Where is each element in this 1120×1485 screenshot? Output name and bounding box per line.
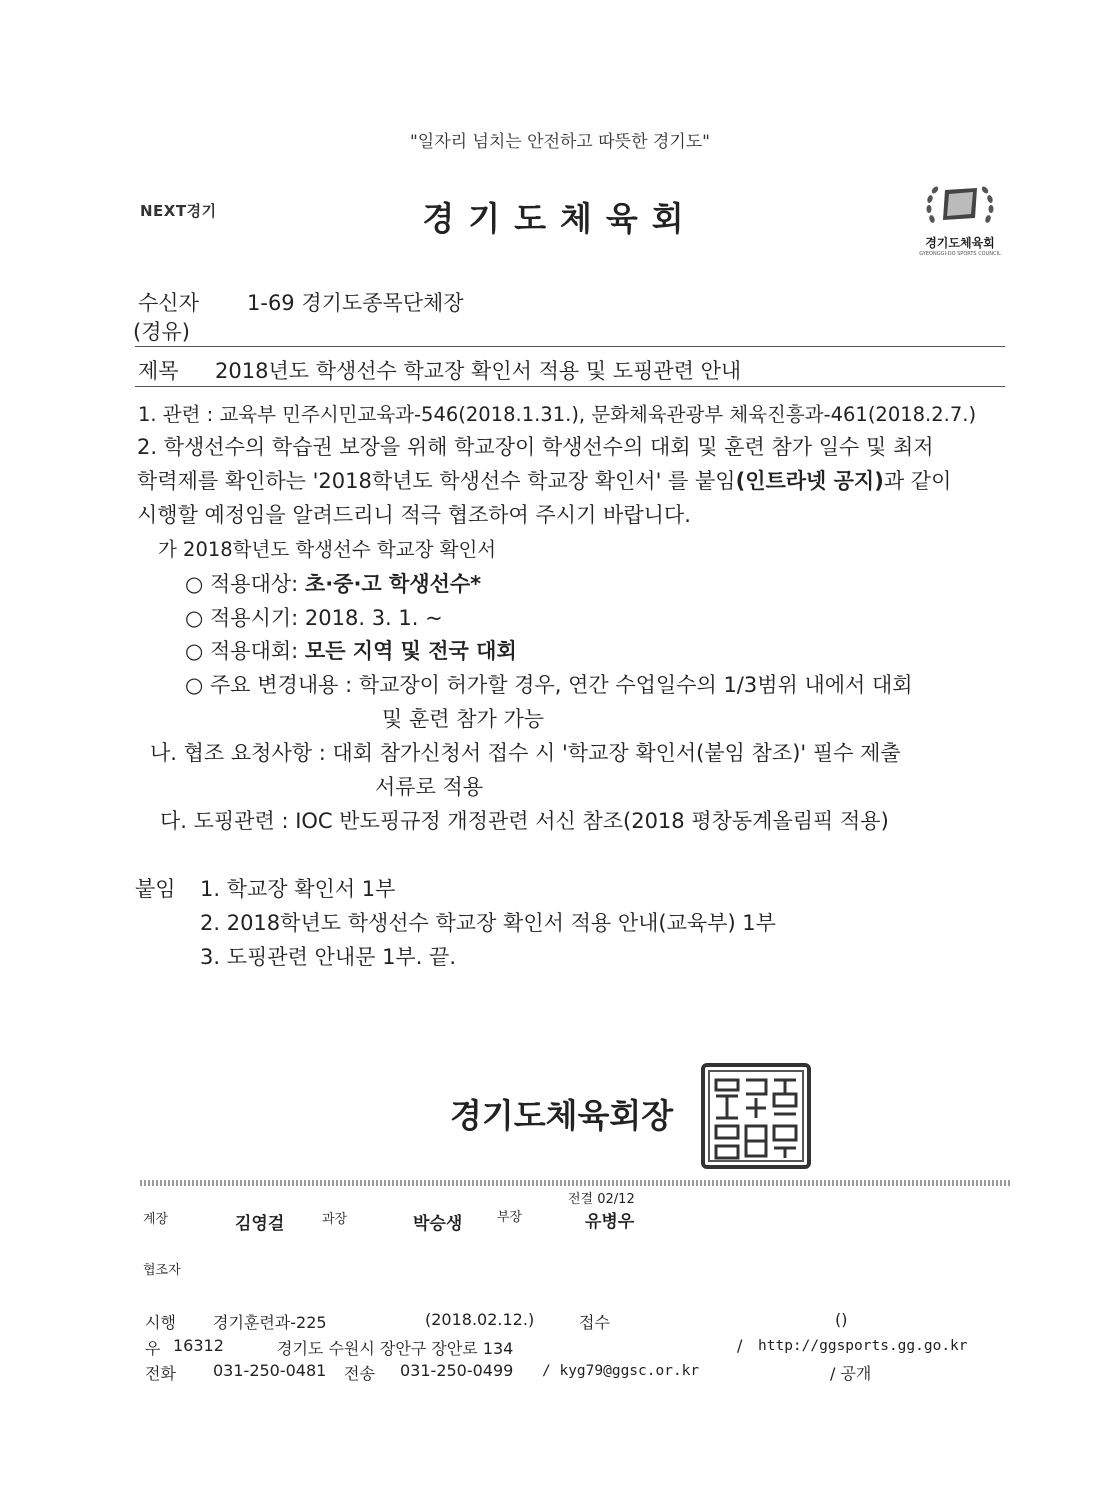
recipient-label: 수신자 — [138, 291, 199, 315]
divider — [135, 346, 1005, 347]
enforce-date: (2018.02.12.) — [425, 1310, 535, 1329]
enforce-number: 경기훈련과-225 — [213, 1313, 327, 1332]
section-a-item-4-line-1: ○ 주요 변경내용 : 학교장이 허가할 경우, 연간 수업일수의 1/3범위 내에서 대회 — [185, 673, 913, 697]
paragraph-2-line-1: 2. 학생선수의 학습권 보장을 위해 학교장이 학생선수의 대회 및 훈련 참가 일수 및 최저 — [137, 435, 934, 459]
enforce-label: 시행 — [145, 1313, 176, 1332]
section-a-item-1 — [185, 568, 481, 598]
manager-label: 과장 — [322, 1212, 348, 1227]
final-approval-label: 전결 02/12 — [568, 1192, 635, 1207]
address: 경기도 수원시 장안구 장안로 134 — [277, 1339, 514, 1358]
manager-name: 박승생 — [413, 1214, 463, 1234]
section-a-item-4-line-2: 및 훈련 참가 가능 — [382, 707, 545, 731]
attachments-label: 붙임 — [135, 877, 176, 901]
staff-label: 계장 — [143, 1212, 169, 1227]
tel-label: 전화 — [145, 1364, 176, 1383]
item-value: 초·중·고 학생선수* — [304, 572, 482, 596]
divider — [135, 386, 1005, 387]
director-name: 유병우 — [585, 1212, 635, 1232]
tel-number: 031-250-0481 — [213, 1361, 327, 1380]
receive-value: () — [835, 1310, 848, 1329]
zip-label: 우 — [145, 1339, 161, 1358]
paragraph-2-line-2 — [137, 465, 951, 495]
section-b-line-2: 서류로 적용 — [375, 775, 484, 799]
emblem-subtitle: GYEONGGI-DO SPORTS COUNCIL — [919, 251, 1001, 257]
next-gyeonggi-logo: NEXT경기 — [140, 202, 217, 220]
dotted-divider — [140, 1180, 1010, 1186]
cooperator-label: 협조자 — [143, 1263, 181, 1278]
item-label: ○ 적용대상: — [185, 572, 299, 596]
subject-label: 제목 — [138, 359, 179, 383]
org-title: 경기도체육회 — [422, 199, 698, 238]
disclosure-status: / 공개 — [830, 1364, 872, 1383]
section-b-line-1: 나. 협조 요청사항 : 대회 참가신청서 접수 시 '학교장 확인서(붙임 참조)' 필수 제출 — [150, 741, 901, 765]
director-label: 부장 — [497, 1210, 523, 1225]
official-seal-icon — [700, 1062, 812, 1170]
attachment-item: 1. 학교장 확인서 1부 — [200, 877, 396, 901]
emblem-name: 경기도체육회 — [925, 236, 995, 250]
fax-number: 031-250-0499 — [400, 1361, 514, 1380]
recipient-value: 1-69 경기도종목단체장 — [247, 291, 464, 315]
staff-name: 김영걸 — [235, 1214, 285, 1234]
intranet-notice: (인트라넷 공지) — [735, 469, 884, 493]
paragraph-2-text: 학력제를 확인하는 '2018학년도 학생선수 학교장 확인서' 를 붙임 — [137, 469, 736, 493]
section-a-item-3 — [185, 635, 517, 665]
subject-value: 2018년도 학생선수 학교장 확인서 적용 및 도핑관련 안내 — [215, 359, 742, 383]
slogan: "일자리 넘치는 안전하고 따뜻한 경기도" — [409, 132, 710, 152]
item-value: 2018. 3. 1. ~ — [304, 606, 443, 630]
section-a-title: 가 2018학년도 학생선수 학교장 확인서 — [158, 538, 497, 561]
email-link[interactable]: / kyg79@ggsc.or.kr — [542, 1363, 700, 1379]
via-label: (경유) — [133, 320, 190, 344]
section-a-item-2 — [185, 602, 443, 632]
item-label: ○ 적용대회: — [185, 639, 299, 663]
receive-label: 접수 — [579, 1313, 610, 1332]
section-c-line: 다. 도핑관련 : IOC 반도핑규정 개정관련 서신 참조(2018 평창동계올림픽 적용) — [160, 809, 889, 833]
zip-code: 16312 — [173, 1336, 224, 1355]
website-link[interactable]: http://ggsports.gg.go.kr — [758, 1338, 968, 1354]
separator: / — [737, 1336, 743, 1355]
attachment-item: 2. 2018학년도 학생선수 학교장 확인서 적용 안내(교육부) 1부 — [200, 911, 776, 935]
item-label: ○ 적용시기: — [185, 606, 299, 630]
item-value: 모든 지역 및 전국 대회 — [304, 639, 517, 663]
paragraph-2-line-3: 시행할 예정임을 알려드리니 적극 협조하여 주시기 바랍니다. — [137, 503, 691, 527]
fax-label: 전송 — [344, 1364, 375, 1383]
signature-title: 경기도체육회장 — [450, 1096, 674, 1135]
attachment-item: 3. 도핑관련 안내문 1부. 끝. — [200, 945, 457, 969]
paragraph-1: 1. 관련 : 교육부 민주시민교육과-546(2018.1.31.), 문화체육관광부 체육진흥과-461(2018.2.7.) — [138, 403, 977, 426]
paragraph-2-text: 과 같이 — [883, 469, 952, 493]
